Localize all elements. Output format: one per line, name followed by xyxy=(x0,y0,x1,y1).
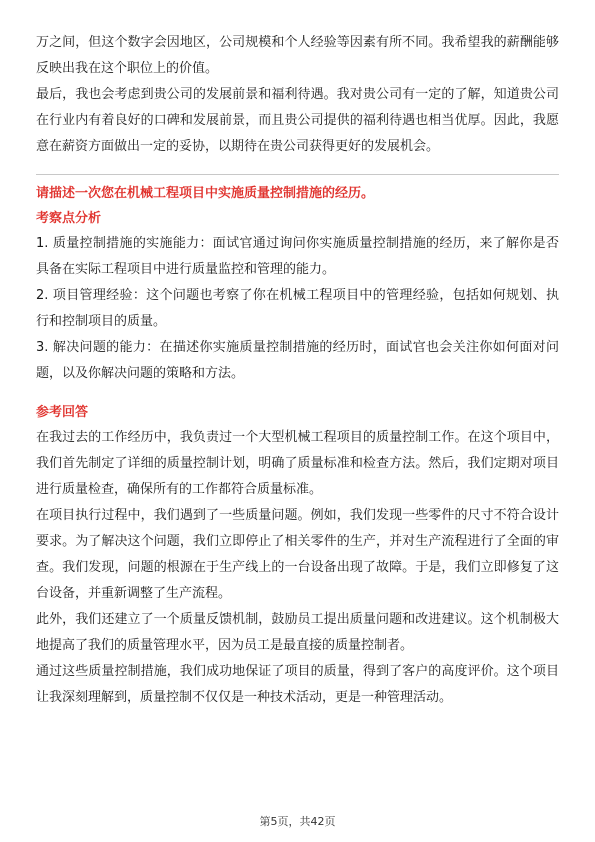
reference-paragraph: 通过这些质量控制措施，我们成功地保证了项目的质量，得到了客户的高度评价。这个项目让我深刻理解到，质量控制不仅仅是一种技术活动，更是一种管理活动。 xyxy=(36,664,559,705)
analysis-item: 2. 项目管理经验：这个问题也考察了你在机械工程项目中的管理经验，包括如何规划、执行和控制项目的质量。 xyxy=(36,288,559,329)
reference-heading: 参考回答 xyxy=(36,405,89,420)
page-content xyxy=(36,30,559,711)
analysis-heading: 考察点分析 xyxy=(36,211,102,226)
reference-paragraph: 此外，我们还建立了一个质量反馈机制，鼓励员工提出质量问题和改进建议。这个机制极大地提高了我们的质量管理水平，因为员工是最直接的质量控制者。 xyxy=(36,612,559,653)
intro-paragraph: 最后，我也会考虑到贵公司的发展前景和福利待遇。我对贵公司有一定的了解，知道贵公司在行业内有着良好的口碑和发展前景，而且贵公司提供的福利待遇也相当优厚。因此，我愿意在薪资方面做出一定的妥协，以期待在贵公司获得更好的发展机会。 xyxy=(36,87,559,154)
analysis-item: 3. 解决问题的能力：在描述你实施质量控制措施的经历时，面试官也会关注你如何面对问题，以及你解决问题的策略和方法。 xyxy=(36,340,559,381)
reference-paragraph: 在项目执行过程中，我们遇到了一些质量问题。例如，我们发现一些零件的尺寸不符合设计要求。为了解决这个问题，我们立即停止了相关零件的生产，并对生产流程进行了全面的审查。我们发现，问题的根源在于生产线上的一台设备出现了故障。于是，我们立即修复了这台设备，并重新调整了生产流程。 xyxy=(36,508,559,601)
page-number: 第5页，共42页 xyxy=(259,815,336,828)
question-title: 请描述一次您在机械工程项目中实施质量控制措施的经历。 xyxy=(36,186,375,201)
section-divider xyxy=(36,174,559,175)
intro-paragraph: 万之间，但这个数字会因地区，公司规模和个人经验等因素有所不同。我希望我的薪酬能够反映出我在这个职位上的价值。 xyxy=(36,35,559,76)
reference-paragraph: 在我过去的工作经历中，我负责过一个大型机械工程项目的质量控制工作。在这个项目中，我们首先制定了详细的质量控制计划，明确了质量标准和检查方法。然后，我们定期对项目进行质量检查，确保所有的工作都符合质量标准。 xyxy=(36,430,559,497)
analysis-item: 1. 质量控制措施的实施能力：面试官通过询问你实施质量控制措施的经历，来了解你是否具备在实际工程项目中进行质量监控和管理的能力。 xyxy=(36,236,559,277)
spacer xyxy=(36,387,559,395)
